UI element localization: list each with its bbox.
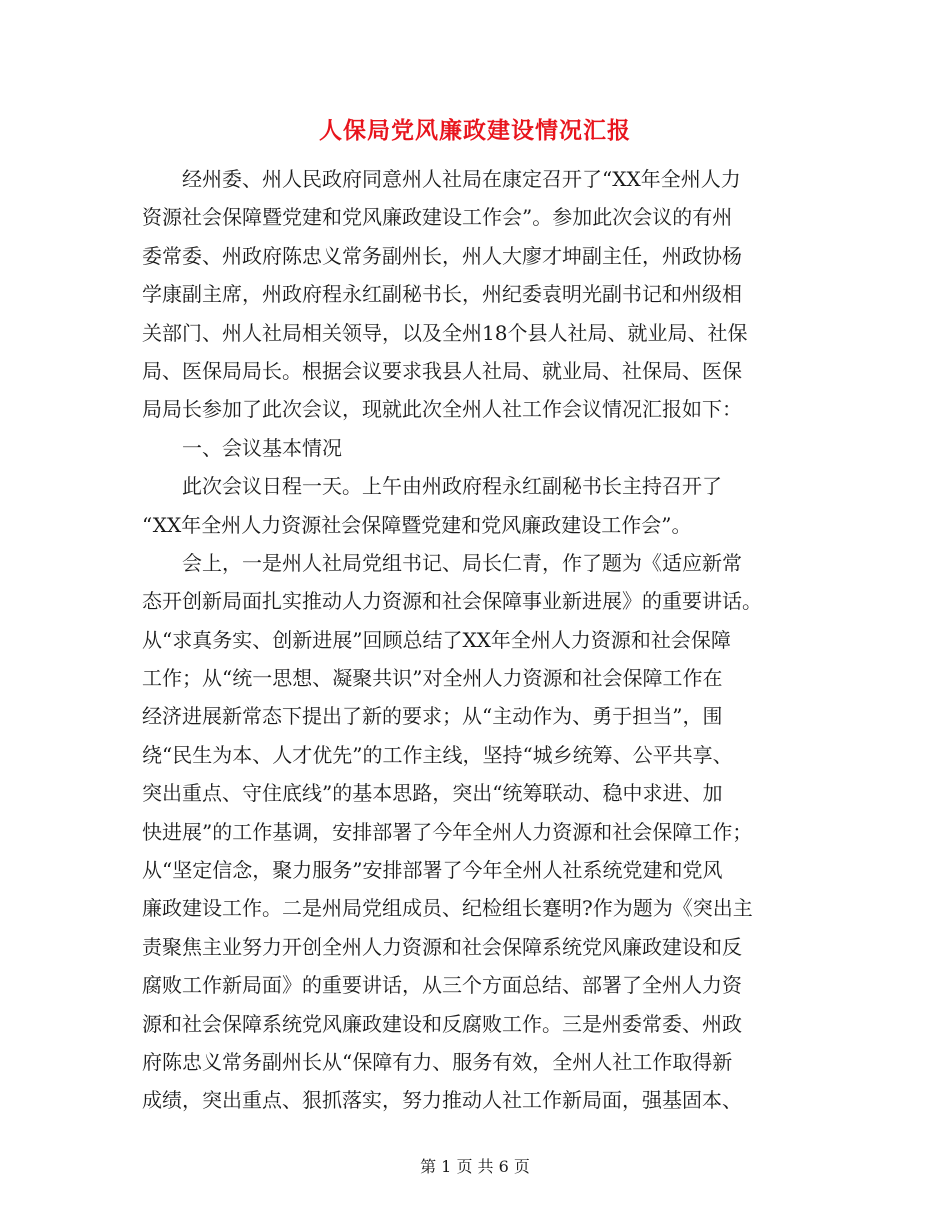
body-line: 府陈忠义常务副州长从“保障有力、服务有效，全州人社工作取得新	[142, 1049, 733, 1074]
body-line: 委常委、州政府陈忠义常务副州长，州人大廖才坤副主任，州政协杨	[142, 243, 742, 268]
body-line: 廉政建设工作。二是州局党组成员、纪检组长蹇明?作为题为《突出主	[142, 896, 753, 921]
body-line: 经济进展新常态下提出了新的要求；从“主动作为、勇于担当”，围	[142, 704, 723, 729]
body-line: “XX年全州人力资源社会保障暨党建和党风廉政建设工作会”。	[142, 512, 692, 537]
body-line: 态开创新局面扎实推动人力资源和社会保障事业新进展》的重要讲话。	[142, 589, 762, 614]
body-line: 学康副主席，州政府程永红副秘书长，州纪委袁明光副书记和州级相	[142, 282, 742, 307]
body-line: 快进展”的工作基调，安排部署了今年全州人力资源和社会保障工作；	[142, 819, 753, 844]
body-line: 局、医保局局长。根据会议要求我县人社局、就业局、社保局、医保	[142, 358, 742, 383]
body-line: 腐败工作新局面》的重要讲话，从三个方面总结、部署了全州人力资	[142, 973, 742, 998]
body-line: 突出重点、守住底线”的基本思路，突出“统筹联动、稳中求进、加	[142, 781, 723, 806]
body-line: 责聚焦主业努力开创全州人力资源和社会保障系统党风廉政建设和反	[142, 934, 742, 959]
body-line: 绕“民生为本、人才优先”的工作主线，坚持“城乡统筹、公平共享、	[142, 742, 733, 767]
page-footer: 第 1 页 共 6 页	[420, 1157, 530, 1176]
body-line: 会上，一是州人社局党组书记、局长仁青，作了题为《适应新常	[142, 550, 742, 575]
document-body	[142, 160, 812, 1120]
body-line: 从“坚定信念，聚力服务”安排部署了今年全州人社系统党建和党风	[142, 858, 723, 883]
body-line: 此次会议日程一天。上午由州政府程永红副秘书长主持召开了	[142, 474, 722, 499]
body-line: 工作；从“统一思想、凝聚共识”对全州人力资源和社会保障工作在	[142, 666, 723, 691]
body-line: 资源社会保障暨党建和党风廉政建设工作会”。参加此次会议的有州	[142, 205, 733, 230]
body-line: 成绩，突出重点、狠抓落实，努力推动人社工作新局面，强基固本、	[142, 1088, 742, 1113]
body-line: 从“求真务实、创新进展”回顾总结了XX年全州人力资源和社会保障	[142, 627, 731, 652]
document-title: 人保局党风廉政建设情况汇报	[319, 117, 631, 144]
body-line: 局局长参加了此次会议，现就此次全州人社工作会议情况汇报如下：	[142, 397, 742, 422]
section-heading: 一、会议基本情况	[142, 435, 342, 460]
body-line: 源和社会保障系统党风廉政建设和反腐败工作。三是州委常委、州政	[142, 1011, 742, 1036]
body-line: 关部门、州人社局相关领导，以及全州18个县人社局、就业局、社保	[142, 320, 748, 345]
body-line: 经州委、州人民政府同意州人社局在康定召开了“XX年全州人力	[142, 167, 741, 191]
